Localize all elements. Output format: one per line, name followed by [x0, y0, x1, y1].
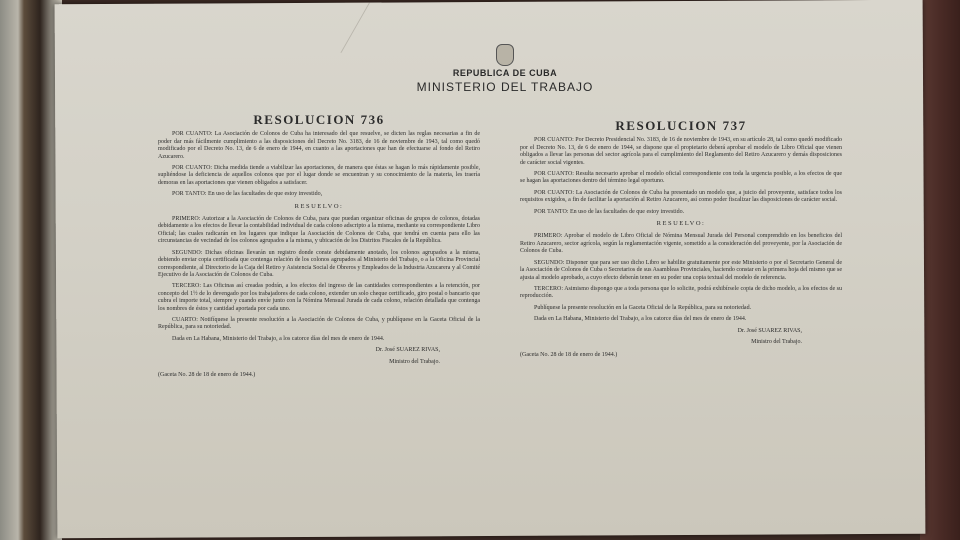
paragraph: POR CUANTO: La Asociación de Colonos de Cuba ha presentado un modelo que, a juicio del proveyente, satisface todos los requisitos exigidos, a fin de facilitar la aportación al Retiro Azucarero, así como poder fiscalizar las disposiciones de carácter social. [520, 189, 842, 204]
paragraph: POR CUANTO: La Asociación de Colonos de Cuba ha interesado del que resuelve, se dicten las reglas necesarias a fin de poder dar más fácilmente cumplimiento a las disposiciones del Decreto No. 3183, de 16 de noviembre de 1943, tal como quedó modificado por el Decreto No. 13, de 6 de enero de 1944, en cuanto a las aportaciones que han de efectuarse al fondo del Retiro Azucarero. [158, 131, 480, 160]
ministry-heading: MINISTERIO DEL TRABAJO [416, 80, 594, 94]
paragraph: POR CUANTO: Por Decreto Presidencial No. 3183, de 16 de noviembre de 1943, en su artículo 28, tal como quedó modificado por el Decreto No. 13, de 6 de enero de 1944, se dispone que el propietario deberá aprobar el modelo de Libro Oficial que vienen obligados a llevar las personas del sector agrícola para el cumplimiento del Reglamento del Retiro Azucarero y demás disposiciones de carácter social vigentes. [520, 137, 842, 166]
table-background [920, 0, 960, 540]
paragraph: CUARTO: Notifíquese la presente resolución a la Asociación de Colonos de Cuba, y publíquese en la Gaceta Oficial de la República, para su notoriedad. [158, 316, 480, 331]
coat-of-arms-icon [496, 44, 514, 66]
paragraph: POR TANTO: En uso de las facultades de que estoy investido. [534, 208, 685, 215]
paragraph: PRIMERO: Aprobar el modelo de Libro Oficial de Nómina Mensual Jurada del Personal comprendido en los beneficios del Retiro Azucarero, sector agrícola, según la reglamentación vigente, sometido a la consideración del proveyente, por la Asociación de Colonos de Cuba. [520, 233, 842, 255]
signature-name: Dr. José SUAREZ RIVAS, [375, 347, 440, 354]
resolution-737-column [520, 118, 842, 360]
paragraph: Publíquese la presente resolución en la Gaceta Oficial de la República, para su notoriedad. [534, 304, 752, 311]
paragraph: PRIMERO: Autorizar a la Asociación de Colonos de Cuba, para que puedan organizar oficinas de grupos de colonos, dotadas debidamente a los efectos de llevar la contabilidad individual de cada colono adscripto a la misma, mediante su correspondiente Libro Oficial; las cuales radicarán en los lugares que indique la Asociación de Colonos de Cuba, que tendrá en cuenta para ello las circunstancias de vecindad de los colonos agrupados a la misma, y ubicación de los Distritos Fiscales de la República. [158, 216, 480, 245]
resolution-736-column [158, 112, 480, 379]
gaceta-reference: (Gaceta No. 28 de 18 de enero de 1944.) [520, 352, 618, 359]
resolution-736-title: RESOLUCION 736 [253, 112, 385, 127]
resuelvo-heading: RESUELVO: [656, 220, 706, 228]
paragraph: Dada en La Habana, Ministerio del Trabajo, a los catorce días del mes de enero de 1944. [534, 316, 747, 323]
signature-title: Ministro del Trabajo. [751, 338, 802, 345]
document-header [360, 44, 650, 94]
resolution-737-title: RESOLUCION 737 [615, 118, 747, 133]
paragraph: POR CUANTO: Resulta necesario aprobar el modelo oficial correspondiente con toda la urgencia posible, a los efectos de que se hagan las aportaciones dentro del término legal oportuno. [520, 171, 842, 185]
republic-heading: REPUBLICA DE CUBA [452, 68, 558, 78]
paragraph: TERCERO: Las Oficinas así creadas podrán, a los efectos del ingreso de las cantidades correspondientes a la retención, por concepto del 1½ de lo devengado por los trabajadores de cada colono, extender un solo cheque certificado, giro postal o bancario que cubra el importe total, siempre y cuando envíe junto con la Nómina Mensual Jurada de cada colono, relación detallada que contenga los nombres de éstos y cantidad aportada por cada uno. [158, 283, 480, 312]
book-binding [0, 0, 62, 540]
gaceta-reference: (Gaceta No. 28 de 18 de enero de 1944.) [158, 371, 256, 378]
paragraph: POR CUANTO: Dicha medida tiende a viabilizar las aportaciones, de manera que éstas se hagan lo más rápidamente posible, supliéndose la deficiencia de aquellos colonos que por el lugar donde se encuentran y su conocimiento de la materia, les traería demoras en las aportaciones que vienen obligados a satisfacer. [158, 165, 480, 186]
signature-title: Ministro del Trabajo. [389, 358, 440, 365]
paragraph: TERCERO: Asimismo dispongo que a toda persona que lo solicite, podrá exhibírsele copia de dicho modelo, a los efectos de su reproducción. [520, 285, 842, 300]
paragraph: Dada en La Habana, Ministerio del Trabajo, a los catorce días del mes de enero de 1944. [172, 335, 385, 342]
paragraph: SEGUNDO: Disponer que para ser uso dicho Libro se habilite gratuitamente por este Ministerio o por el Secretario General de la Asociación de Colonos de Cuba o Secretarios de sus Asambleas Provinciales, haciendo constar en la primera hoja del mismo que se ajusta al modelo aprobado, a cuyo efecto deberán tener en su poder una copia textual del modelo de referencia. [520, 259, 842, 281]
paragraph: SEGUNDO: Dichas oficinas llevarán un registro donde conste debidamente anotado, los colonos agrupados a la misma, debiendo enviar copia certificada que contenga relación de los colonos agrupados al Ministerio del Trabajo, o a la Oficina Provincial correspondiente, al Directorio de la Caja del Retiro y Asistencia Social de Obreros y Empleados de la Industria Azucarera y al Comité Ejecutivo de la Asociación de Colonos de Cuba. [158, 249, 480, 278]
resuelvo-heading: RESUELVO: [294, 202, 344, 210]
paragraph: POR TANTO: En uso de las facultades de que estoy investido, [172, 191, 323, 198]
signature-name: Dr. José SUAREZ RIVAS, [737, 327, 802, 334]
